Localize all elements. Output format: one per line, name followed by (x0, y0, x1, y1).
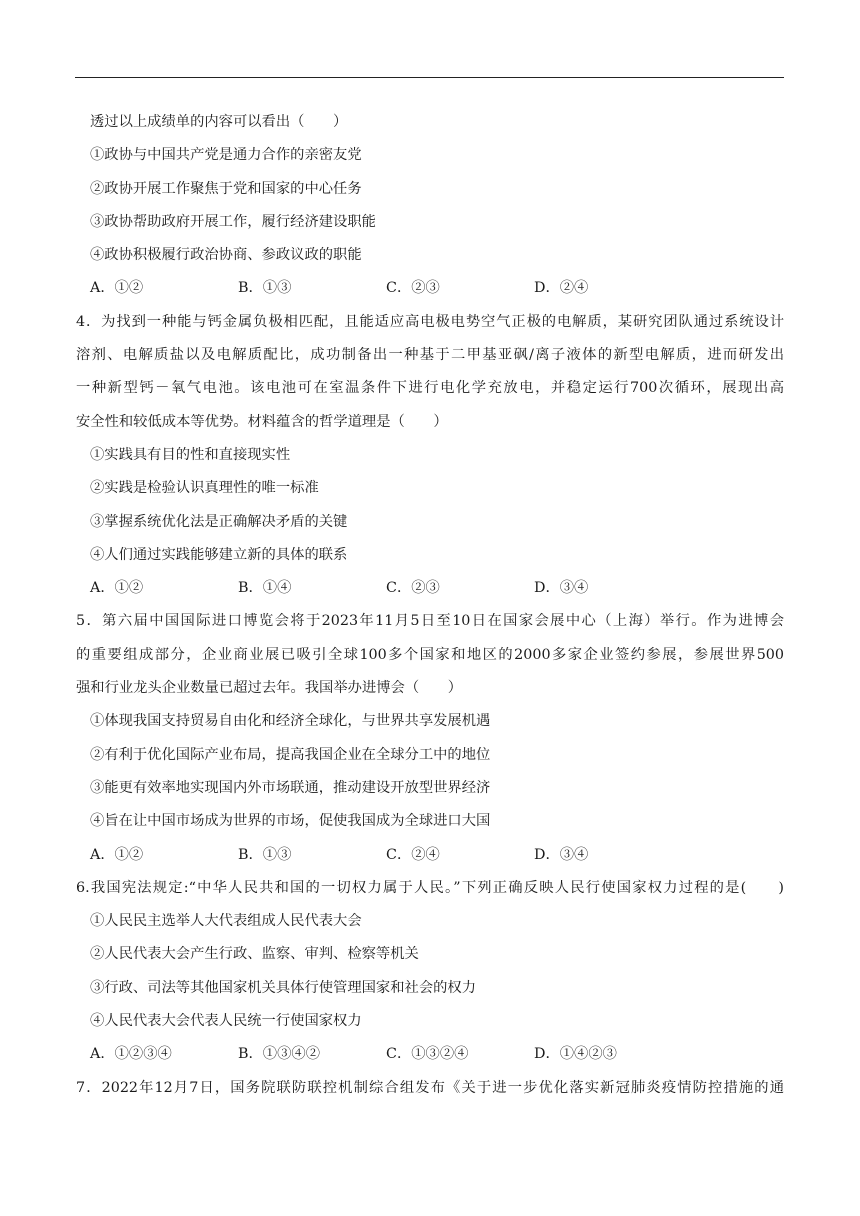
q4-item-4: ④人们通过实践能够建立新的具体的联系 (90, 546, 348, 563)
q5-option-b[interactable]: B．①③ (238, 846, 292, 863)
q4-option-b[interactable]: B．①④ (238, 580, 292, 597)
q5-item-2: ②有利于优化国际产业布局，提高我国企业在全球分工中的地位 (90, 746, 491, 763)
q6-option-a[interactable]: A．①②③④ (90, 1046, 172, 1063)
q4-item-3: ③掌握系统优化法是正确解决矛盾的关键 (90, 513, 348, 530)
q6-item-1: ①人民民主选举人大代表组成人民代表大会 (90, 913, 362, 930)
q4-option-d[interactable]: D．③④ (534, 580, 589, 597)
q5-stem-line-1: 5．第六届中国国际进口博览会将于2023年11月5日至10日在国家会展中心（上海）举行。作为进博会 (76, 613, 784, 630)
q6-option-d[interactable]: D．①④②③ (534, 1046, 617, 1063)
q3-option-d[interactable]: D．②④ (534, 280, 589, 297)
q4-stem-line-2: 溶剂、电解质盐以及电解质配比，成功制备出一种基于二甲基亚砜/离子液体的新型电解质，进而研发出 (76, 347, 784, 364)
q3-option-a[interactable]: A．①② (90, 280, 144, 297)
q7-stem-line-1: 7．2022年12月7日，国务院联防联控机制综合组发布《关于进一步优化落实新冠肺炎疫情防控措施的通 (76, 1079, 784, 1096)
q6-item-4: ④人民代表大会代表人民统一行使国家权力 (90, 1013, 362, 1030)
q5-stem-line-3: 强和行业龙头企业数量已超过去年。我国举办进博会（ ） (76, 680, 463, 697)
q3-option-b[interactable]: B．①③ (238, 280, 292, 297)
q6-option-b[interactable]: B．①③④② (238, 1046, 320, 1063)
q4-item-1: ①实践具有目的性和直接现实性 (90, 446, 291, 463)
q5-item-3: ③能更有效率地实现国内外市场联通，推动建设开放型世界经济 (90, 779, 491, 796)
q4-stem-line-3: 一种新型钙－氧气电池。该电池可在室温条件下进行电化学充放电，并稳定运行700次循环，展现出高 (76, 380, 784, 397)
q6-options (90, 1038, 784, 1071)
q5-item-4: ④旨在让中国市场成为世界的市场，促使我国成为全球进口大国 (90, 813, 491, 830)
header-rule (75, 77, 784, 78)
q4-stem-line-1: 4．为找到一种能与钙金属负极相匹配，且能适应高电极电势空气正极的电解质，某研究团队通过系统设计 (76, 313, 784, 330)
q3-item-1: ①政协与中国共产党是通力合作的亲密友党 (90, 147, 362, 164)
q4-option-c[interactable]: C．②③ (386, 580, 440, 597)
q3-option-c[interactable]: C．②③ (386, 280, 440, 297)
q4-options (90, 572, 784, 605)
q6-item-3: ③行政、司法等其他国家机关具体行使管理国家和社会的权力 (90, 979, 477, 996)
q3-item-4: ④政协积极履行政治协商、参政议政的职能 (90, 247, 362, 264)
q6-item-2: ②人民代表大会产生行政、监察、审判、检察等机关 (90, 946, 419, 963)
q3-item-2: ②政协开展工作聚焦于党和国家的中心任务 (90, 180, 362, 197)
q6-option-c[interactable]: C．①③②④ (386, 1046, 469, 1063)
q5-stem-line-2: 的重要组成部分，企业商业展已吸引全球100多个国家和地区的2000多家企业签约参展，参展世界500 (76, 646, 784, 663)
q3-stem: 透过以上成绩单的内容可以看出（ ） (90, 114, 348, 130)
q6-stem-line-1: 6.我国宪法规定:“中华人民共和国的一切权力属于人民。”下列正确反映人民行使国家权力过程的是( ) (76, 879, 784, 896)
q5-option-d[interactable]: D．③④ (534, 846, 589, 863)
q5-item-1: ①体现我国支持贸易自由化和经济全球化，与世界共享发展机遇 (90, 713, 491, 730)
q5-option-c[interactable]: C．②④ (386, 846, 440, 863)
q4-option-a[interactable]: A．①② (90, 580, 144, 597)
q3-item-3: ③政协帮助政府开展工作，履行经济建设职能 (90, 213, 376, 230)
q4-stem-line-4: 安全性和较低成本等优势。材料蕴含的哲学道理是（ ） (76, 413, 448, 430)
question-content (76, 106, 784, 1105)
q5-option-a[interactable]: A．①② (90, 846, 144, 863)
q3-options (90, 272, 784, 305)
q5-options (90, 839, 784, 872)
q4-item-2: ②实践是检验认识真理性的唯一标准 (90, 480, 319, 497)
